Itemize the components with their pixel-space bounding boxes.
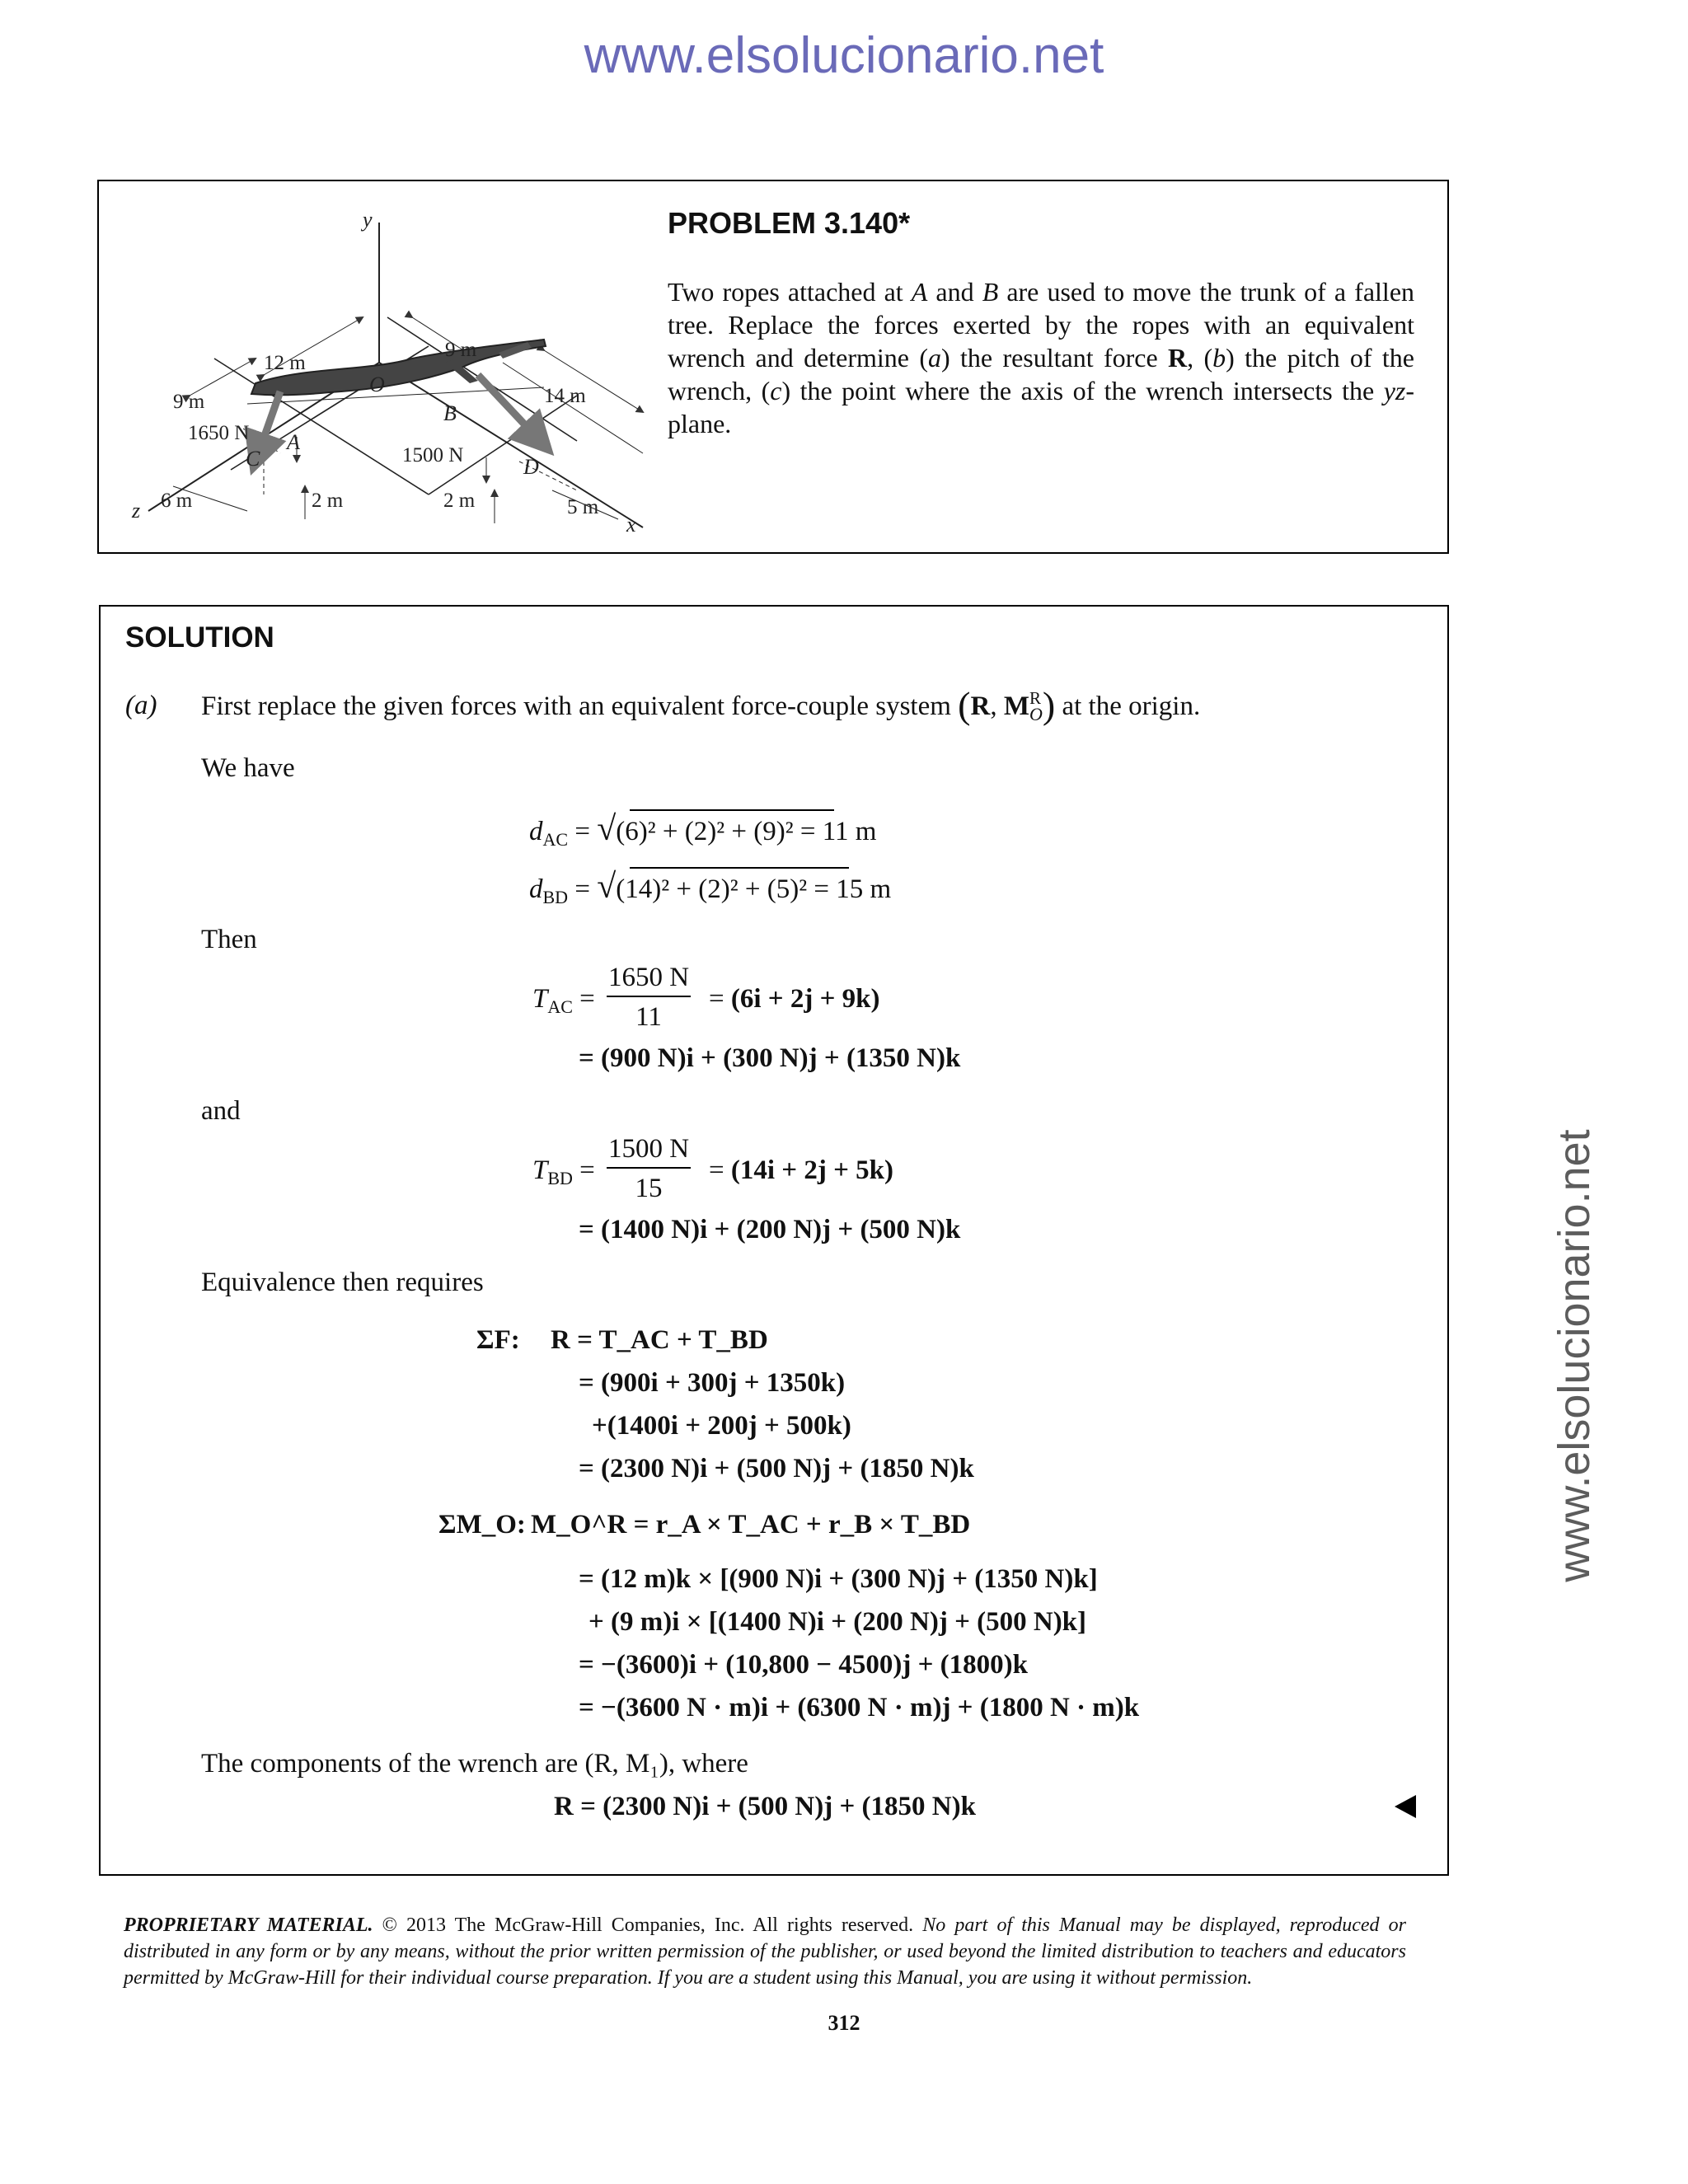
TAC-vector: = (6i + 2j + 9k) bbox=[709, 984, 880, 1014]
watermark-side-text: www.elsolucionario.net bbox=[1550, 1129, 1599, 1582]
TBD-fraction: $\frac{1500 N}{15}$ bbox=[608, 1134, 690, 1203]
label-14m: 14 m bbox=[544, 385, 586, 407]
part-a-intro: First replace the given forces with an equivalent force-couple system (R, $M^R_O$) at the origin. bbox=[201, 684, 1201, 726]
R-line-1: R = T_AC + T_BD bbox=[551, 1325, 768, 1355]
part-a-label: (a) bbox=[125, 691, 157, 720]
then-text: Then bbox=[201, 925, 257, 954]
label-5m: 5 m bbox=[567, 496, 599, 518]
label-D: D bbox=[523, 455, 539, 479]
tree-trunk-diagram bbox=[115, 198, 659, 536]
answer-marker-icon bbox=[1395, 1795, 1416, 1818]
page-number: 312 bbox=[828, 2011, 860, 2035]
label-z: z bbox=[132, 499, 141, 523]
and-text: and bbox=[201, 1096, 241, 1126]
M-line-2: = (12 m)k × [(900 N)i + (300 N)j + (1350 N)k] bbox=[579, 1564, 1098, 1594]
label-C: C bbox=[246, 447, 260, 471]
we-have-text: We have bbox=[201, 753, 295, 783]
watermark-top: www.elsolucionario.net bbox=[584, 27, 1104, 84]
problem-figure bbox=[115, 198, 659, 536]
label-O: O bbox=[369, 373, 385, 396]
label-x: x bbox=[626, 513, 636, 536]
problem-statement: Two ropes attached at A and B are used to move the trunk of a fallen tree. Replace the forces exerted by the ropes with an equivalent wrench and determine (a) the resultant force R, (b) the pitch of the wrench, (c) the point where the axis of the wrench intersects the yz-plane. bbox=[668, 277, 1415, 438]
M-line-4: = −(3600)i + (10,800 − 4500)j + (1800)k bbox=[579, 1650, 1028, 1680]
equivalence-text: Equivalence then requires bbox=[201, 1268, 484, 1297]
TBD-result: = (1400 N)i + (200 N)j + (500 N)k bbox=[579, 1215, 961, 1244]
R-line-3: +(1400i + 200j + 500k) bbox=[592, 1411, 851, 1441]
sumF-label: ΣF: bbox=[476, 1325, 520, 1355]
TAC-lhs: $T_{AC}$ = bbox=[532, 984, 595, 1017]
dAC-radical-bar bbox=[630, 809, 834, 811]
dBD-equation: $d_{BD} = √(14)^2 + (2)^2 + (5)^2 = 15$ m bbox=[529, 868, 892, 907]
dBD-radical-bar bbox=[630, 867, 849, 869]
solution-title: SOLUTION bbox=[125, 621, 274, 654]
label-9m-left: 9 m bbox=[173, 391, 205, 413]
problem-title: PROBLEM 3.140* bbox=[668, 206, 911, 240]
copyright-footer: PROPRIETARY MATERIAL. © 2013 The McGraw-Hill Companies, Inc. All rights reserved. No part of this Manual may be displayed, reproduced or distributed in any form or by any means, without the prior written permission of the publisher, or used beyond the limited distribution to teachers and educators permitted by McGraw-Hill for their individual course preparation. If you are a student using this Manual, you are using it without permission. bbox=[124, 1915, 1406, 1989]
final-R-equation: R = (2300 N)i + (500 N)j + (1850 N)k bbox=[554, 1792, 976, 1821]
dAC-equation: $d_{AC} = √(6)^2 + (2)^2 + (9)^2 = 11$ m bbox=[529, 810, 877, 850]
label-y: y bbox=[363, 208, 373, 232]
R-line-2: = (900i + 300j + 1350k) bbox=[579, 1368, 846, 1398]
label-1650N: 1650 N bbox=[188, 422, 250, 444]
label-9m-right: 9 m bbox=[445, 339, 477, 361]
M-line-1: M_O^R = r_A × T_AC + r_B × T_BD bbox=[531, 1510, 971, 1540]
problem-box bbox=[97, 180, 1449, 554]
label-2m-right: 2 m bbox=[443, 490, 476, 512]
TBD-vector: = (14i + 2j + 5k) bbox=[709, 1155, 893, 1185]
label-12m: 12 m bbox=[264, 352, 306, 374]
label-6m: 6 m bbox=[161, 490, 193, 512]
label-2m-left: 2 m bbox=[312, 490, 344, 512]
M-line-5: = −(3600 N · m)i + (6300 N · m)j + (1800 N · m)k bbox=[579, 1693, 1140, 1722]
solution-box bbox=[99, 605, 1449, 1876]
components-text: The components of the wrench are (R, M₁), where bbox=[201, 1749, 748, 1779]
M-line-3: + (9 m)i × [(1400 N)i + (200 N)j + (500 N)k] bbox=[588, 1607, 1087, 1637]
label-B: B bbox=[443, 401, 457, 425]
TAC-result: = (900 N)i + (300 N)j + (1350 N)k bbox=[579, 1043, 961, 1073]
sumM-label: ΣM_O: bbox=[438, 1510, 526, 1540]
TBD-lhs: $T_{BD}$ = bbox=[532, 1155, 595, 1188]
R-line-4: = (2300 N)i + (500 N)j + (1850 N)k bbox=[579, 1454, 974, 1483]
label-A: A bbox=[287, 430, 300, 454]
label-1500N: 1500 N bbox=[402, 444, 464, 466]
TAC-fraction: $\frac{1650 N}{11}$ bbox=[608, 963, 690, 1032]
